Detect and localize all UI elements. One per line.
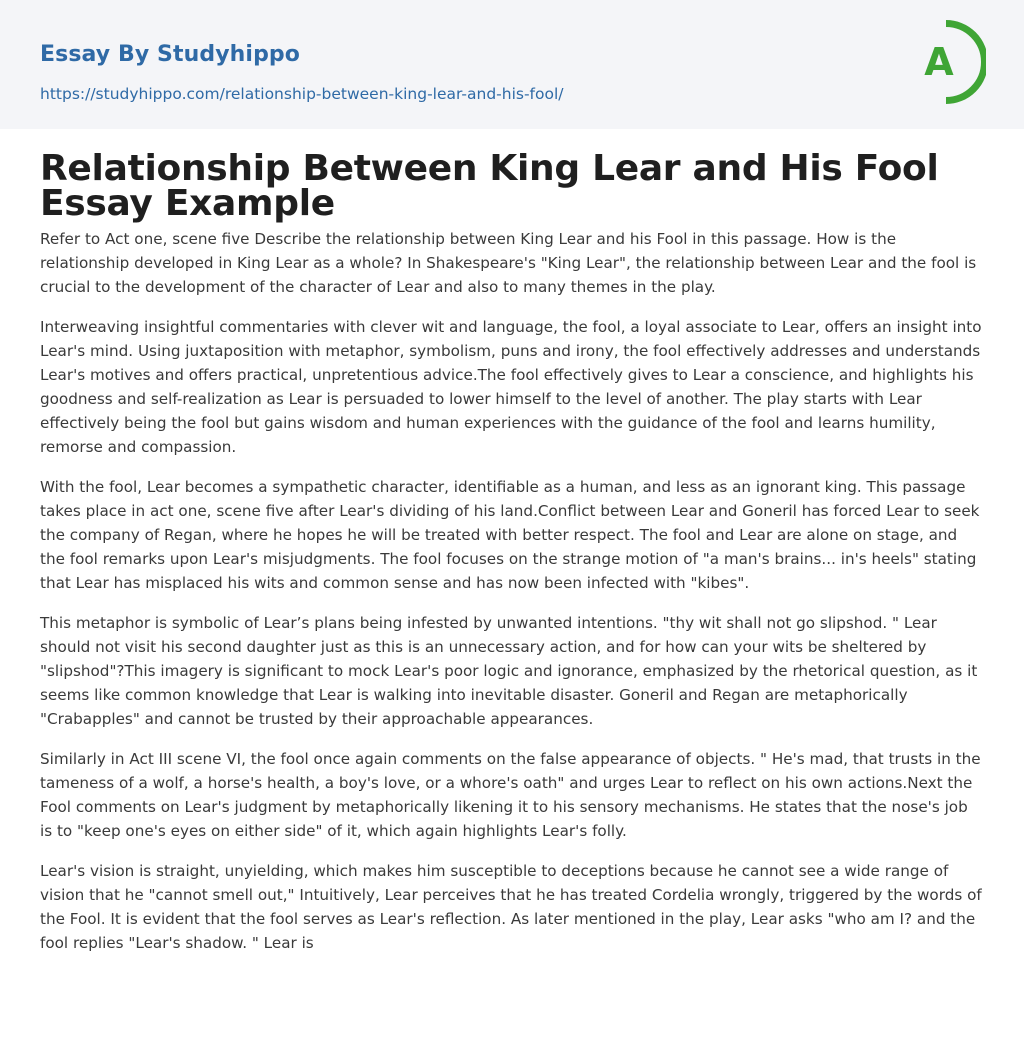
paragraph: Similarly in Act III scene VI, the fool once again comments on the false appearance of objects. " He's mad, that trusts in the tameness of a wolf, a horse's health, a boy's love, or a whore's oath" and urges Lear to reflect on his own actions.Next the Fool comments on Lear's judgment by metaphorically likening it to his sensory mechanisms. He states that the nose's job is to "keep one's eyes on either side" of it, which again highlights Lear's folly. xyxy=(40,750,981,840)
paragraph: Interweaving insightful commentaries with clever wit and language, the fool, a loyal associate to Lear, offers an insight into Lear's mind. Using juxtaposition with metaphor, symbolism, puns and irony, the fool effectively addresses and understands Lear's motives and offers practical, unpretentious advice.The fool effectively gives to Lear a conscience, and highlights his goodness and self-realization as Lear is persuaded to lower himself to the level of another. The play starts with Lear effectively being the fool but gains wisdom and human experiences with the guidance of the fool and learns humility, remorse and compassion. xyxy=(40,318,982,456)
site-header xyxy=(0,0,1024,129)
paragraph: With the fool, Lear becomes a sympathetic character, identifiable as a human, and less as an ignorant king. This passage takes place in act one, scene five after Lear's dividing of his land.Conflict between Lear and Goneril has forced Lear to seek the company of Regan, where he hopes he will be treated with better respect. The fool and Lear are alone on stage, and the fool remarks upon Lear's misjudgments. The fool focuses on the strange motion of "a man's brains... in's heels" stating that Lear has misplaced his wits and common sense and has now been infected with "kibes". xyxy=(40,478,980,592)
paragraph: This metaphor is symbolic of Lear’s plans being infested by unwanted intentions. "thy wit shall not go slipshod. " Lear should not visit his second daughter just as this is an unnecessary action, and for how can your wits be sheltered by "slipshod"?This imagery is significant to mock Lear's poor logic and ignorance, emphasized by the rhetorical question, as it seems like common knowledge that Lear is walking into inevitable disaster. Goneril and Regan are metaphorically "Crabapples" and cannot be trusted by their approachable appearances. xyxy=(40,614,978,728)
source-url-link[interactable]: https://studyhippo.com/relationship-between-king-lear-and-his-fool/ xyxy=(40,85,564,103)
page-title: Relationship Between King Lear and His Fool Essay Example xyxy=(40,148,939,224)
brand-title[interactable]: Essay By Studyhippo xyxy=(40,42,300,67)
article xyxy=(0,148,1024,955)
logo-letter: A xyxy=(924,40,954,84)
paragraph: Refer to Act one, scene five Describe the relationship between King Lear and his Fool in this passage. How is the relationship developed in King Lear as a whole? In Shakespeare's "King Lear", the relationship between Lear and the fool is crucial to the development of the character of Lear and also to many themes in the play. xyxy=(40,230,977,296)
studyhippo-logo-icon[interactable] xyxy=(912,20,986,104)
paragraph: Lear's vision is straight, unyielding, which makes him susceptible to deceptions because he cannot see a wide range of vision that he "cannot smell out," Intuitively, Lear perceives that he has treated Cordelia wrongly, triggered by the words of the Fool. It is evident that the fool serves as Lear's reflection. As later mentioned in the play, Lear asks "who am I? and the fool replies "Lear's shadow. " Lear is xyxy=(40,862,982,952)
